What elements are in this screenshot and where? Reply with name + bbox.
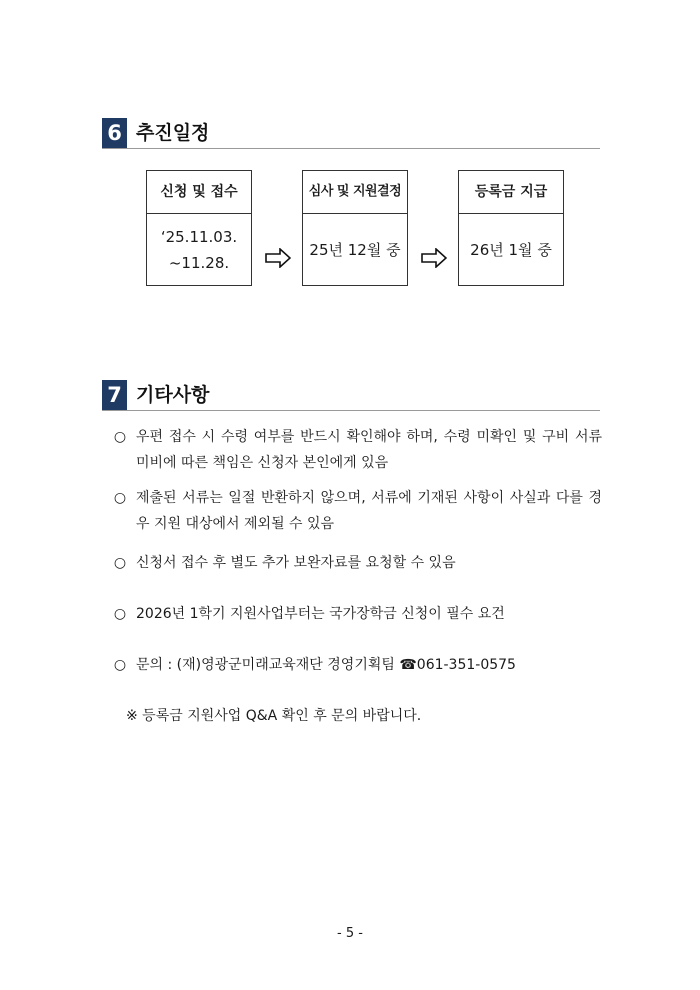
step-header: 신청 및 접수: [147, 171, 251, 214]
right-arrow-icon: [421, 248, 447, 268]
step-body: [147, 214, 251, 285]
section-number-badge: 7: [102, 380, 127, 410]
section-title: 기타사항: [136, 384, 210, 406]
schedule-step-payment: [458, 170, 564, 286]
step-header: 등록금 지급: [459, 171, 563, 214]
section-6-header: [102, 118, 600, 149]
list-item: [112, 424, 602, 476]
section-title: 추진일정: [136, 122, 210, 144]
circle-bullet-icon: ○: [113, 606, 127, 622]
schedule-step-application: [146, 170, 252, 286]
circle-bullet-icon: ○: [113, 657, 127, 673]
step-period-start: ‘25.11.03.: [160, 227, 238, 246]
list-item: [112, 485, 602, 537]
step-header: 심사 및 지원결정: [303, 171, 407, 214]
step-body: [459, 214, 563, 285]
section-number-badge: 6: [102, 118, 127, 148]
list-item: [112, 601, 602, 627]
list-item-text: 우편 접수 시 수령 여부를 반드시 확인해야 하며, 수령 미확인 및 구비 서류 미비에 따른 책임은 신청자 본인에게 있음: [136, 429, 602, 471]
step-period: 26년 1월 중: [470, 240, 552, 259]
section-7-header: [102, 380, 600, 411]
list-item: [112, 652, 602, 678]
step-period: 25년 12월 중: [309, 240, 401, 259]
step-body: [303, 214, 407, 285]
circle-bullet-icon: ○: [113, 429, 127, 445]
list-item-text: 2026년 1학기 지원사업부터는 국가장학금 신청이 필수 요건: [136, 606, 505, 622]
circle-bullet-icon: ○: [113, 555, 127, 571]
list-item-text: 제출된 서류는 일절 반환하지 않으며, 서류에 기재된 사항이 사실과 다를 경우 지원 대상에서 제외될 수 있음: [136, 490, 602, 532]
right-arrow-icon: [265, 248, 291, 268]
page-number: - 5 -: [337, 926, 363, 941]
list-item-text: 신청서 접수 후 별도 추가 보완자료를 요청할 수 있음: [136, 555, 456, 571]
note-text: ※ 등록금 지원사업 Q&A 확인 후 문의 바랍니다.: [126, 708, 422, 724]
contact-info: 문의 : (재)영광군미래교육재단 경영기획팀 ☎061-351-0575: [136, 657, 516, 673]
step-period-end: ~11.28.: [168, 253, 230, 272]
list-item: [112, 550, 602, 576]
circle-bullet-icon: ○: [113, 490, 127, 506]
schedule-step-review: [302, 170, 408, 286]
